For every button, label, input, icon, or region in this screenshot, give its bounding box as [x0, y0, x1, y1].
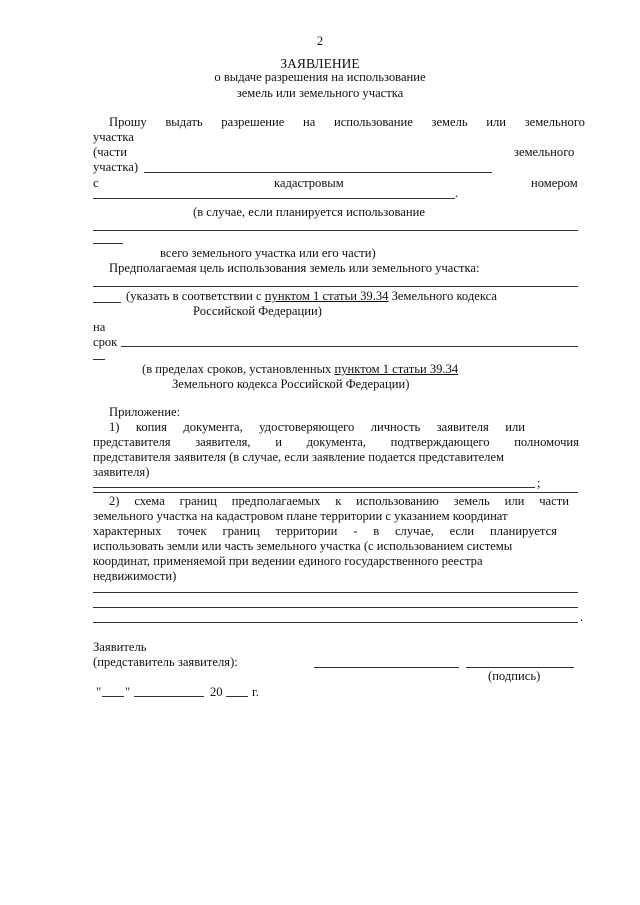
- term-hint-line-1: [142, 362, 458, 377]
- attachment-1-semicolon: ;: [537, 476, 541, 490]
- word: земельного: [524, 115, 585, 129]
- law-reference-link[interactable]: пунктом 1 статьи 39.34: [334, 362, 459, 376]
- request-s: с: [93, 176, 99, 190]
- attachment-1-line-2: [93, 435, 579, 450]
- word: в: [373, 524, 380, 538]
- attachment-2-period: .: [580, 610, 584, 624]
- word: -: [353, 524, 358, 538]
- word: к: [335, 494, 342, 508]
- word: части: [539, 494, 569, 508]
- attachment-2-line-1: [109, 494, 569, 509]
- word: полномочия: [514, 435, 579, 449]
- word: копия: [135, 420, 167, 434]
- word: на: [303, 115, 316, 129]
- attachments-label: Приложение:: [109, 405, 181, 419]
- applicant-label: Заявитель: [93, 640, 147, 654]
- word: 2): [109, 494, 120, 508]
- request-kadastrovym: кадастровым: [274, 176, 344, 190]
- date-quote-open: ": [96, 685, 102, 699]
- word: удостоверяющего: [259, 420, 355, 434]
- purpose-field-1[interactable]: [93, 286, 578, 287]
- attachment-1-line-1: [109, 420, 525, 435]
- request-uchastka: участка: [93, 130, 134, 144]
- date-year-prefix: 20: [210, 685, 223, 699]
- hint-text: (в пределах сроков, установленных: [142, 362, 332, 376]
- word: земель: [431, 115, 468, 129]
- term-field-1[interactable]: [121, 346, 578, 347]
- word: заявителя,: [195, 435, 251, 449]
- word: или: [486, 115, 507, 129]
- request-note-1: (в случае, если планируется использование: [193, 205, 425, 219]
- purpose-field-2[interactable]: [93, 302, 121, 303]
- request-note-2: всего земельного участка или его части): [160, 246, 376, 260]
- divider-line: [93, 492, 578, 493]
- date-day-field[interactable]: [102, 696, 124, 697]
- word: и: [275, 435, 282, 449]
- document-title: ЗАЯВЛЕНИЕ: [280, 56, 360, 71]
- attachment-1-line-4: заявителя): [93, 465, 150, 479]
- word: документа,: [183, 420, 243, 434]
- word: представителя: [93, 435, 171, 449]
- word: использованию: [356, 494, 439, 508]
- word: документа,: [306, 435, 367, 449]
- word: заявителя: [436, 420, 489, 434]
- document-subtitle-1: о выдаче разрешения на использование: [214, 70, 426, 84]
- attachment-2-field-3[interactable]: [93, 622, 578, 623]
- request-uchastka-paren: участка): [93, 160, 139, 174]
- word: или: [505, 420, 525, 434]
- purpose-label: Предполагаемая цель использования земель или земельного участка:: [109, 261, 480, 275]
- usage-scope-field-2[interactable]: [93, 243, 123, 244]
- signature-field[interactable]: [466, 667, 574, 668]
- request-line-1: [109, 115, 585, 130]
- attachment-2-line-3: [93, 524, 557, 539]
- law-reference-link[interactable]: пунктом 1 статьи 39.34: [264, 289, 389, 303]
- cadastral-number-field[interactable]: [93, 198, 455, 199]
- word: предполагаемых: [231, 494, 321, 508]
- attachment-1-field[interactable]: [93, 487, 535, 488]
- term-hint-line-2: Земельного кодекса Российской Федерации): [172, 377, 410, 391]
- attachment-2-line-6: недвижимости): [93, 569, 177, 583]
- word: Прошу: [109, 115, 147, 129]
- word: использование: [333, 115, 413, 129]
- word: если: [449, 524, 475, 538]
- term-srok: срок: [93, 335, 118, 349]
- word: точек: [177, 524, 207, 538]
- attachment-2-field-1[interactable]: [93, 592, 578, 593]
- word: личность: [370, 420, 421, 434]
- applicant-name-field[interactable]: [314, 667, 459, 668]
- request-nomerom: номером: [531, 176, 578, 190]
- word: выдать: [165, 115, 203, 129]
- signature-caption: (подпись): [488, 669, 541, 683]
- word: 1): [109, 420, 120, 434]
- attachment-2-line-2: земельного участка на кадастровом плане территории с указанием координат: [93, 509, 508, 523]
- plot-part-field[interactable]: [144, 172, 492, 173]
- word: разрешение: [221, 115, 285, 129]
- request-chasti: (части: [93, 145, 127, 159]
- word: земель: [453, 494, 490, 508]
- page-number: 2: [316, 34, 324, 48]
- word: или: [504, 494, 525, 508]
- document-subtitle-2: земель или земельного участка: [236, 86, 404, 100]
- hint-text: (указать в соответствии с: [126, 289, 262, 303]
- date-year-field[interactable]: [226, 696, 248, 697]
- attachment-2-line-4: использовать земли или часть земельного участка (с использованием системы: [93, 539, 513, 553]
- word: границ: [179, 494, 217, 508]
- request-zemelnogo: земельного: [514, 145, 575, 159]
- purpose-hint-line-1: [126, 289, 497, 304]
- word: случае,: [394, 524, 434, 538]
- date-month-field[interactable]: [134, 696, 204, 697]
- word: планируется: [489, 524, 557, 538]
- purpose-hint-line-2: Российской Федерации): [193, 304, 322, 318]
- date-quote-close: ": [125, 685, 131, 699]
- date-suffix: г.: [252, 685, 259, 699]
- word: территории: [275, 524, 338, 538]
- word: подтверждающего: [390, 435, 490, 449]
- term-na: на: [93, 320, 106, 334]
- usage-scope-field-1[interactable]: [93, 230, 578, 231]
- term-field-2[interactable]: [93, 359, 105, 360]
- request-period: .: [455, 186, 459, 200]
- attachment-2-line-5: координат, применяемой при ведении единого государственного реестра: [93, 554, 483, 568]
- word: границ: [222, 524, 260, 538]
- attachment-2-field-2[interactable]: [93, 607, 578, 608]
- attachment-1-line-3: представителя заявителя (в случае, если заявление подается представителем: [93, 450, 505, 464]
- hint-text: Земельного кодекса: [391, 289, 497, 303]
- representative-label: (представитель заявителя):: [93, 655, 238, 669]
- word: характерных: [93, 524, 162, 538]
- word: схема: [134, 494, 165, 508]
